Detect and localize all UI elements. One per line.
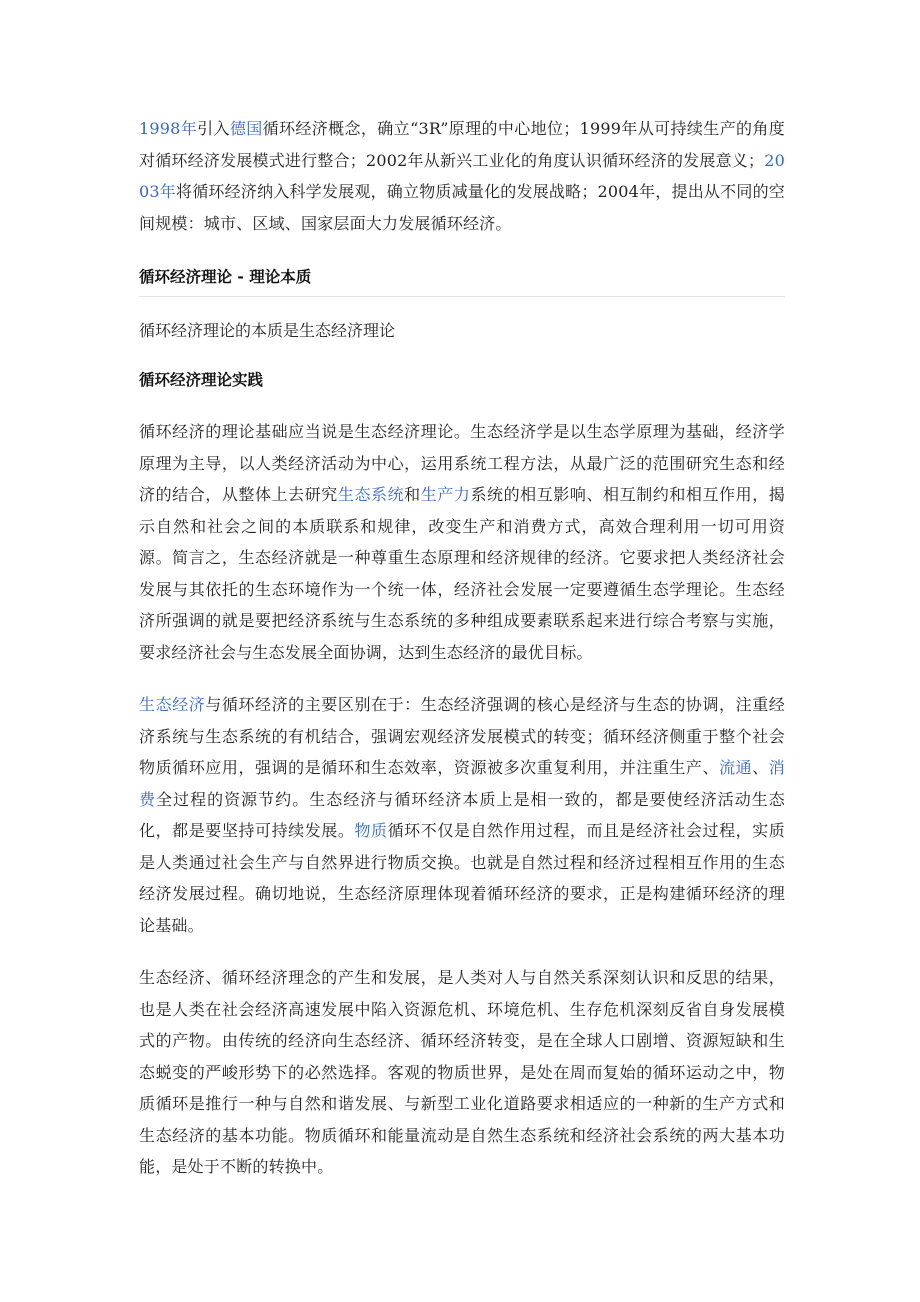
text: 与循环经济的主要区别在于：生态经济强调的核心是经济与生态的协调，注重经济系统与生态系统的有机结合，强调宏观经济发展模式的转变；循环经济侧重于整个社会物质循环应用，强调的是循环和生态效率，资源被多次重复利用，并注重生产、 [139,695,785,777]
paragraph-development: 生态经济、循环经济理念的产生和发展，是人类对人与自然关系深刻认识和反思的结果，也是人类在社会经济高速发展中陷入资源危机、环境危机、生存危机深刻反省自身发展模式的产物。由传统的经济向生态经济、循环经济转变，是在全球人口剧增、资源短缺和生态蜕变的严峻形势下的必然选择。客观的物质世界，是处在周而复始的循环运动之中，物质循环是推行一种与自然和谐发展、与新型工业化道路要求相适应的一种新的生产方式和生态经济的基本功能。物质循环和能量流动是自然生态系统和经济社会系统的两大基本功能，是处于不断的转换中。 [139,968,785,1176]
heading-practice: 循环经济理论实践 [139,371,264,389]
link-2003[interactable]: 2003年 [139,150,785,201]
paragraph-history [139,113,785,239]
text: 全过程的资源节约。生态经济与循环经济本质上是相一致的，都是要使经济活动生态化，都是要坚持可持续发展。 [139,789,786,840]
link-productivity[interactable]: 生产力 [420,485,471,504]
spacer [139,343,785,368]
section-heading-essence [139,265,785,297]
link-germany[interactable]: 德国 [229,119,263,138]
heading-essence: 循环经济理论 - 理论本质 [139,268,312,286]
text: 循环经济的理论基础应当说是生态经济理论。生态经济学是以生态学原理为基础，经济学原理为主导，以人类经济活动为中心，运用系统工程方法，从最广泛的范围研究生态和经济的结合，从整体上去研究 [139,422,785,504]
text: 、 [752,758,769,777]
text: 将循环经济纳入科学发展观，确立物质减量化的发展战略；2004年，提出从不同的空间规模：城市、区域、国家层面大力发展循环经济。 [139,182,785,233]
link-1998[interactable]: 1998年 [139,119,198,138]
text: 循环不仅是自然作用过程，而且是经济社会过程，实质是人类通过社会生产与自然界进行物质交换。也就是自然过程和经济过程相互作用的生态经济发展过程。确切地说，生态经济原理体现着循环经济的要求，正是构建循环经济的理论基础。 [139,821,785,935]
essence-text: 循环经济理论的本质是生态经济理论 [139,321,396,340]
document-page [139,113,785,1183]
link-ecosystem[interactable]: 生态系统 [337,485,405,504]
spacer [139,297,785,319]
link-eco-economy[interactable]: 生态经济 [139,695,206,714]
text: 引入 [197,119,230,138]
paragraph-difference [139,689,785,941]
paragraph-theory-basis [139,416,785,668]
spacer [139,392,785,416]
text: 循环经济概念，确立“3R”原理的中心地位；1999年从可持续生产的角度对循环经济发展模式进行整合；2002年从新兴工业化的角度认识循环经济的发展意义； [139,119,785,170]
text: 系统的相互影响、相互制约和相互作用，揭示自然和社会之间的本质联系和规律，改变生产和消费方式，高效合理利用一切可用资源。简言之，生态经济就是一种尊重生态原理和经济规律的经济。它要求把人类经济社会发展与其依托的生态环境作为一个统一体，经济社会发展一定要遵循生态学理论。生态经济所强调的就是要把经济系统与生态系统的多种组成要素联系起来进行综合考察与实施，要求经济社会与生态发展全面协调，达到生态经济的最优目标。 [139,485,785,662]
link-consumption[interactable]: 消费 [139,758,785,809]
link-circulation[interactable]: 流通 [719,758,753,777]
text: 和 [404,485,421,504]
link-matter[interactable]: 物质 [354,821,388,840]
spacer [139,239,785,265]
